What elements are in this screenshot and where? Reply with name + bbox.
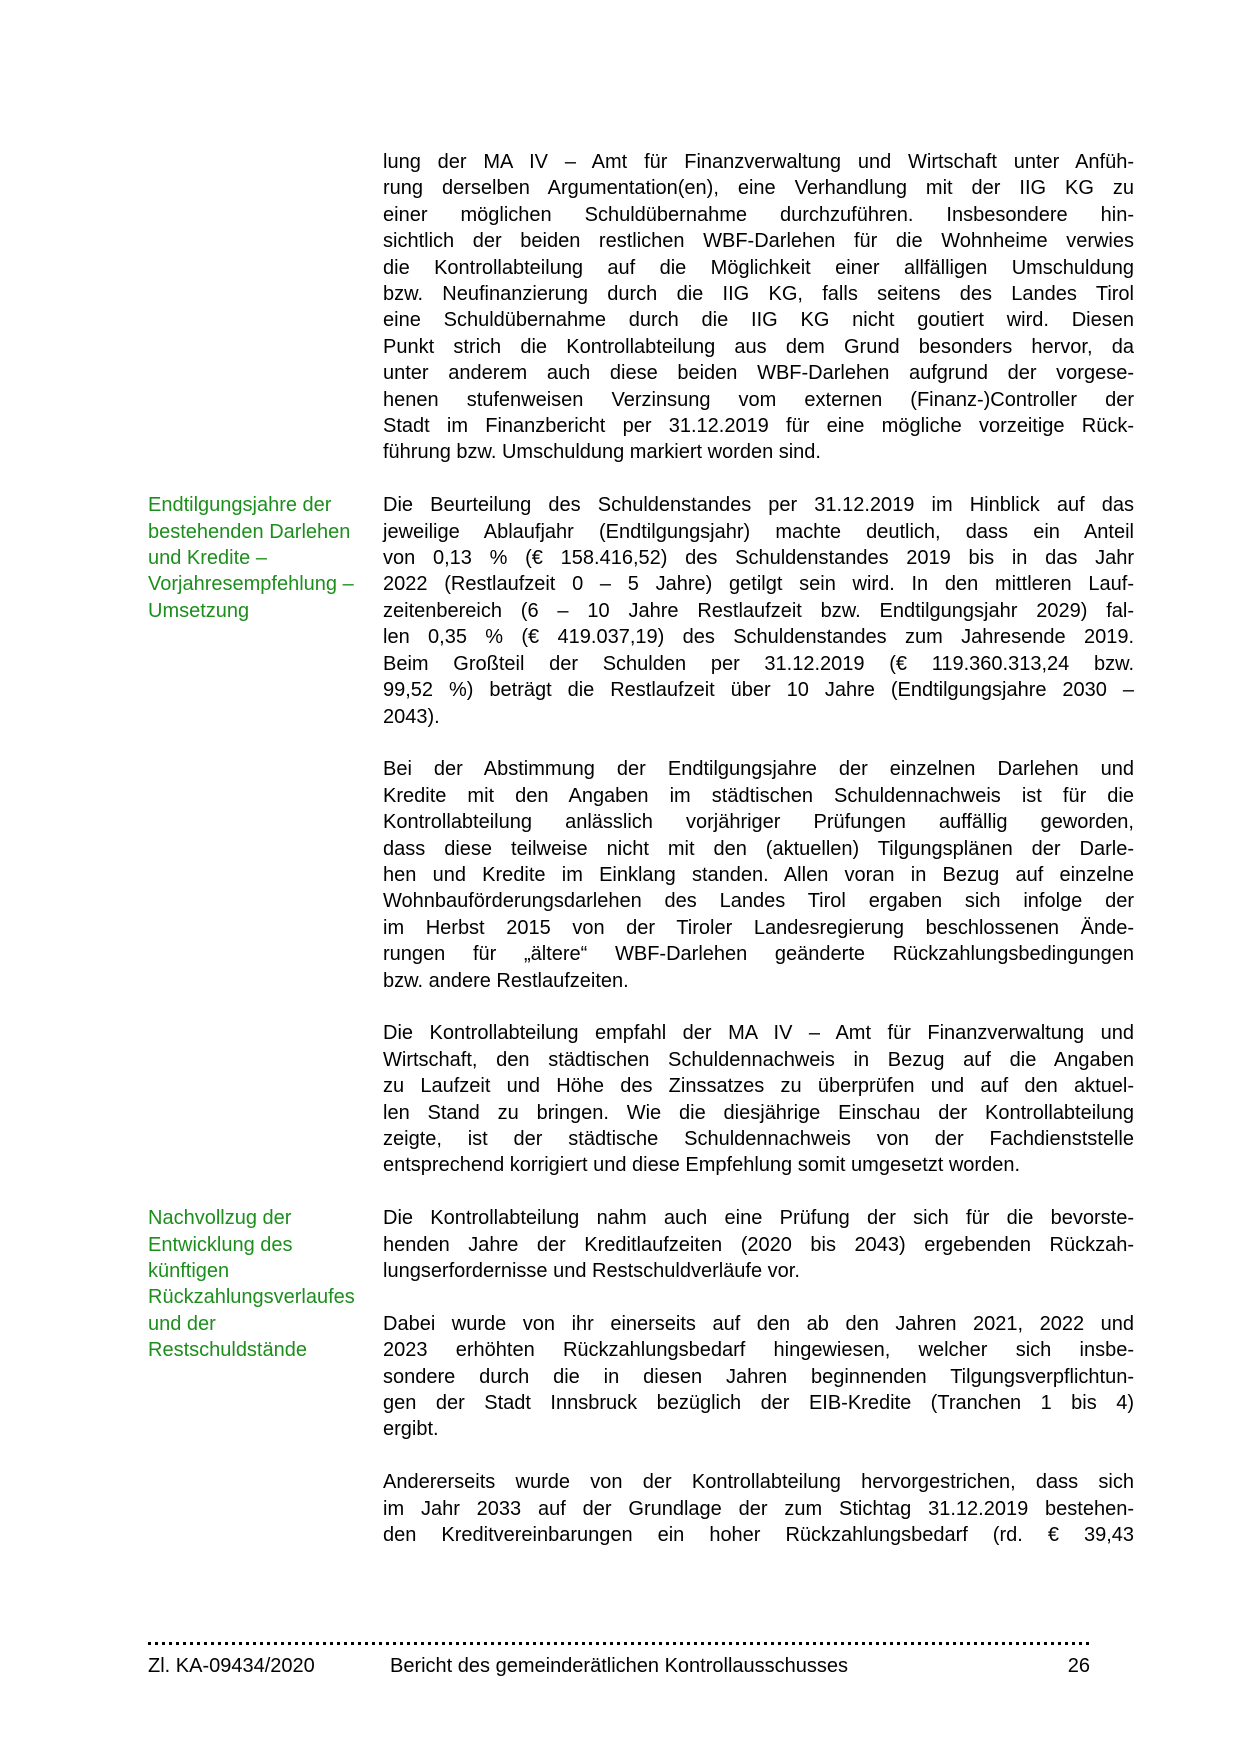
text-line: die Kontrollabteilung auf die Möglichkeit einer allfälligen Umschuldung — [383, 256, 1134, 279]
text-line: len 0,35 % (€ 419.037,19) des Schuldenstandes zum Jahresende 2019. — [383, 626, 1134, 649]
paragraph — [383, 1205, 1134, 1284]
text-line: 2043). — [383, 705, 440, 728]
text-line: sichtlich der beiden restlichen WBF-Darlehen für die Wohnheime verwies — [383, 230, 1134, 253]
section — [148, 492, 1134, 1205]
text-line: im Herbst 2015 von der Tiroler Landesregierung beschlossenen Ände- — [383, 916, 1134, 939]
margin-label-line: bestehenden Darlehen — [148, 520, 351, 543]
text-line: zeitenbereich (6 – 10 Jahre Restlaufzeit bzw. Endtilgungsjahr 2029) fal- — [383, 599, 1134, 622]
text-line: Stadt im Finanzbericht per 31.12.2019 für eine mögliche vorzeitige Rück- — [383, 415, 1134, 438]
text-line: lungserfordernisse und Restschuldverläufe vor. — [383, 1260, 800, 1282]
text-line: Die Kontrollabteilung nahm auch eine Prüfung der sich für die bevorste- — [383, 1207, 1134, 1230]
paragraph — [383, 1469, 1134, 1548]
margin-label-line: Umsetzung — [148, 599, 250, 622]
text-line: unter anderem auch diese beiden WBF-Darlehen aufgrund der vorgese- — [383, 362, 1134, 385]
margin-label-line: Restschuldstände — [148, 1339, 307, 1362]
text-line: sondere durch die in diesen Jahren beginnenden Tilgungsverpflichtun- — [383, 1365, 1134, 1388]
text-line: Kontrollabteilung anlässlich vorjähriger Prüfungen auffällig geworden, — [383, 811, 1134, 834]
footer-row — [148, 1653, 1090, 1679]
margin-label — [148, 492, 383, 624]
paragraph — [383, 756, 1134, 994]
section — [148, 1205, 1134, 1575]
sections — [148, 149, 1134, 1575]
text-line: Bei der Abstimmung der Endtilgungsjahre der einzelnen Darlehen und — [383, 758, 1134, 781]
paragraph — [383, 1020, 1134, 1178]
margin-label-line: Rückzahlungsverlaufes — [148, 1286, 355, 1309]
margin-label-line: Endtilgungsjahre der — [148, 494, 332, 517]
text-line: Dabei wurde von ihr einerseits auf den ab den Jahren 2021, 2022 und — [383, 1312, 1134, 1335]
text-line: jeweilige Ablaufjahr (Endtilgungsjahr) machte deutlich, dass ein Anteil — [383, 520, 1134, 543]
text-line: 2022 (Restlaufzeit 0 – 5 Jahre) getilgt sein wird. In den mittleren Lauf- — [383, 573, 1134, 596]
text-line: Wohnbauförderungsdarlehen des Landes Tirol ergaben sich infolge der — [383, 890, 1134, 913]
text-line: lung der MA IV – Amt für Finanzverwaltung und Wirtschaft unter Anfüh- — [383, 151, 1134, 173]
text-line: führung bzw. Umschuldung markiert worden sind. — [383, 441, 821, 464]
text-line: gen der Stadt Innsbruck bezüglich der EIB-Kredite (Tranchen 1 bis 4) — [383, 1392, 1134, 1415]
margin-label-line: künftigen — [148, 1260, 230, 1282]
section-body — [383, 1205, 1134, 1575]
text-line: henen stufenweisen Verzinsung vom externen (Finanz-)Controller der — [383, 388, 1134, 411]
margin-label-line: Vorjahresempfehlung – — [148, 573, 354, 596]
footer-dotted-rule — [148, 1642, 1090, 1645]
footer-reference: Zl. KA-09434/2020 — [148, 1655, 315, 1677]
text-line: bzw. Neufinanzierung durch die IIG KG, falls seitens des Landes Tirol — [383, 283, 1134, 306]
section-body — [383, 149, 1134, 492]
footer-page-number: 26 — [1067, 1655, 1090, 1677]
section-body — [383, 492, 1134, 1205]
paragraph — [383, 1311, 1134, 1443]
margin-label — [148, 1205, 383, 1363]
text-line: Wirtschaft, den städtischen Schuldennachweis in Bezug auf die Angaben — [383, 1048, 1134, 1071]
text-line: bzw. andere Restlaufzeiten. — [383, 969, 629, 992]
footer-document-title: Bericht des gemeinderätlichen Kontrollausschusses — [389, 1655, 849, 1677]
text-line: Andererseits wurde von der Kontrollabteilung hervorgestrichen, dass sich — [383, 1471, 1134, 1494]
text-line: Die Beurteilung des Schuldenstandes per 31.12.2019 im Hinblick auf das — [383, 494, 1134, 517]
text-line: rungen für „ältere“ WBF-Darlehen geänderte Rückzahlungsbedingungen — [383, 943, 1134, 966]
text-line: hen und Kredite im Einklang standen. Allen voran in Bezug auf einzelne — [383, 863, 1134, 886]
text-line: zu Laufzeit und Höhe des Zinssatzes zu überprüfen und auf den aktuel- — [383, 1075, 1134, 1098]
text-line: einer möglichen Schuldübernahme durchzuführen. Insbesondere hin- — [383, 203, 1134, 226]
margin-label-line: und Kredite – — [148, 547, 267, 570]
text-line: Beim Großteil der Schulden per 31.12.2019 (€ 119.360.313,24 bzw. — [383, 652, 1134, 675]
text-line: dass diese teilweise nicht mit den (aktuellen) Tilgungsplänen der Darle- — [383, 837, 1134, 860]
paragraph — [383, 149, 1134, 466]
page-footer — [148, 1642, 1090, 1679]
text-line: 99,52 %) beträgt die Restlaufzeit über 10 Jahre (Endtilgungsjahre 2030 – — [383, 679, 1134, 702]
text-line: den Kreditvereinbarungen ein hoher Rückzahlungsbedarf (rd. € 39,43 — [383, 1524, 1134, 1547]
text-line: ergibt. — [383, 1418, 439, 1441]
text-line: eine Schuldübernahme durch die IIG KG nicht goutiert wird. Diesen — [383, 309, 1134, 332]
paragraph — [383, 492, 1134, 730]
text-line: 2023 erhöhten Rückzahlungsbedarf hingewiesen, welcher sich insbe- — [383, 1339, 1134, 1362]
text-line: Punkt strich die Kontrollabteilung aus dem Grund besonders hervor, da — [383, 335, 1134, 358]
margin-label-line: und der — [148, 1312, 216, 1335]
text-line: Die Kontrollabteilung empfahl der MA IV – Amt für Finanzverwaltung und — [383, 1022, 1134, 1045]
text-line: len Stand zu bringen. Wie die diesjährige Einschau der Kontrollabteilung — [383, 1101, 1134, 1124]
text-line: rung derselben Argumentation(en), eine Verhandlung mit der IIG KG zu — [383, 177, 1134, 200]
margin-label-line: Entwicklung des — [148, 1233, 293, 1256]
text-line: zeigte, ist der städtische Schuldennachweis von der Fachdienststelle — [383, 1127, 1134, 1150]
text-line: entsprechend korrigiert und diese Empfehlung somit umgesetzt worden. — [383, 1154, 1021, 1177]
text-line: von 0,13 % (€ 158.416,52) des Schuldenstandes 2019 bis in das Jahr — [383, 547, 1134, 570]
margin-label-line: Nachvollzug der — [148, 1207, 292, 1230]
text-line: henden Jahre der Kreditlaufzeiten (2020 bis 2043) ergebenden Rückzah- — [383, 1233, 1134, 1256]
text-line: im Jahr 2033 auf der Grundlage der zum Stichtag 31.12.2019 bestehen- — [383, 1497, 1134, 1520]
text-line: Kredite mit den Angaben im städtischen Schuldennachweis ist für die — [383, 784, 1134, 807]
section — [148, 149, 1134, 492]
